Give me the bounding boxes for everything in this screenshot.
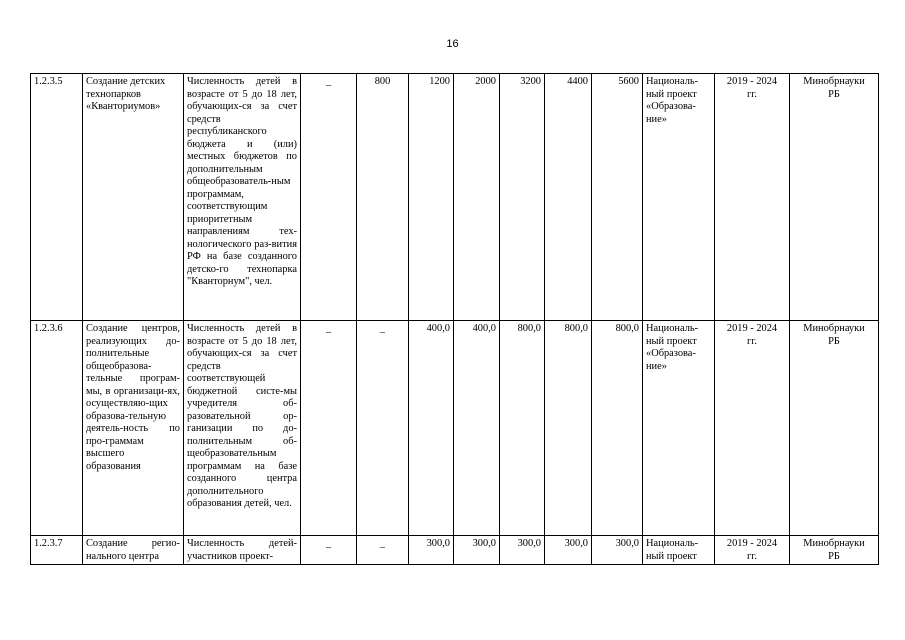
value-cell: 800,0 xyxy=(545,321,592,536)
measure-name: Создание регио-нального центра xyxy=(83,536,184,565)
value-cell: _ xyxy=(301,74,357,321)
value-cell: _ xyxy=(357,321,409,536)
measure-name: Создание детских технопарков «Кванториумов» xyxy=(83,74,184,321)
indicator-text: Численность детей в возрасте от 5 до 18 лет, обучающих-ся за счет средств соответствующей бюджетной систе-мы учредителя об-разовательной ор-ганизации по до-полнительным об-щеобразовательным программам на базе созданного центра дополнительного образования детей, чел. xyxy=(184,321,301,536)
value-cell: 2000 xyxy=(454,74,500,321)
project-name: Националь- ный проект «Образова- ние» xyxy=(643,321,715,536)
value-cell: 800,0 xyxy=(500,321,545,536)
value-cell: 4400 xyxy=(545,74,592,321)
value-cell: 300,0 xyxy=(592,536,643,565)
value-cell: 300,0 xyxy=(409,536,454,565)
project-name: Националь- ный проект xyxy=(643,536,715,565)
measure-number: 1.2.3.7 xyxy=(31,536,83,565)
table-row xyxy=(31,74,879,321)
measure-number: 1.2.3.6 xyxy=(31,321,83,536)
value-cell: 800 xyxy=(357,74,409,321)
value-cell: _ xyxy=(301,536,357,565)
indicator-text: Численность детей-участников проект- xyxy=(184,536,301,565)
measure-name: Создание центров, реализующих до-полнительные общеобразова-тельные програм-мы, в организаци-ях, осуществляю-щих образова-тельную деятель-ность по про-граммам высшего образования xyxy=(83,321,184,536)
table-row xyxy=(31,321,879,536)
value-cell: 400,0 xyxy=(454,321,500,536)
period: 2019 - 2024 гг. xyxy=(715,536,790,565)
project-name: Националь- ный проект «Образова- ние» xyxy=(643,74,715,321)
value-cell: 1200 xyxy=(409,74,454,321)
period: 2019 - 2024 гг. xyxy=(715,321,790,536)
responsible: Минобрнауки РБ xyxy=(790,321,879,536)
program-measures-table xyxy=(30,73,879,565)
value-cell: 800,0 xyxy=(592,321,643,536)
value-cell: _ xyxy=(357,536,409,565)
value-cell: 400,0 xyxy=(409,321,454,536)
value-cell: 3200 xyxy=(500,74,545,321)
value-cell: 300,0 xyxy=(545,536,592,565)
value-cell: _ xyxy=(301,321,357,536)
value-cell: 300,0 xyxy=(500,536,545,565)
table-row xyxy=(31,536,879,565)
indicator-text: Численность детей в возрасте от 5 до 18 лет, обучающих-ся за счет средств республиканского бюджета и (или) местных бюджетов по дополнительным общеобразователь-ным программам, соответствующим приоритетным направлениям тех-нологического раз-вития РФ на базе созданного детско-го технопарка "Кванторнум", чел. xyxy=(184,74,301,321)
value-cell: 5600 xyxy=(592,74,643,321)
responsible: Минобрнауки РБ xyxy=(790,74,879,321)
measure-number: 1.2.3.5 xyxy=(31,74,83,321)
responsible: Минобрнауки РБ xyxy=(790,536,879,565)
period: 2019 - 2024 гг. xyxy=(715,74,790,321)
page-number: 16 xyxy=(446,38,459,50)
value-cell: 300,0 xyxy=(454,536,500,565)
